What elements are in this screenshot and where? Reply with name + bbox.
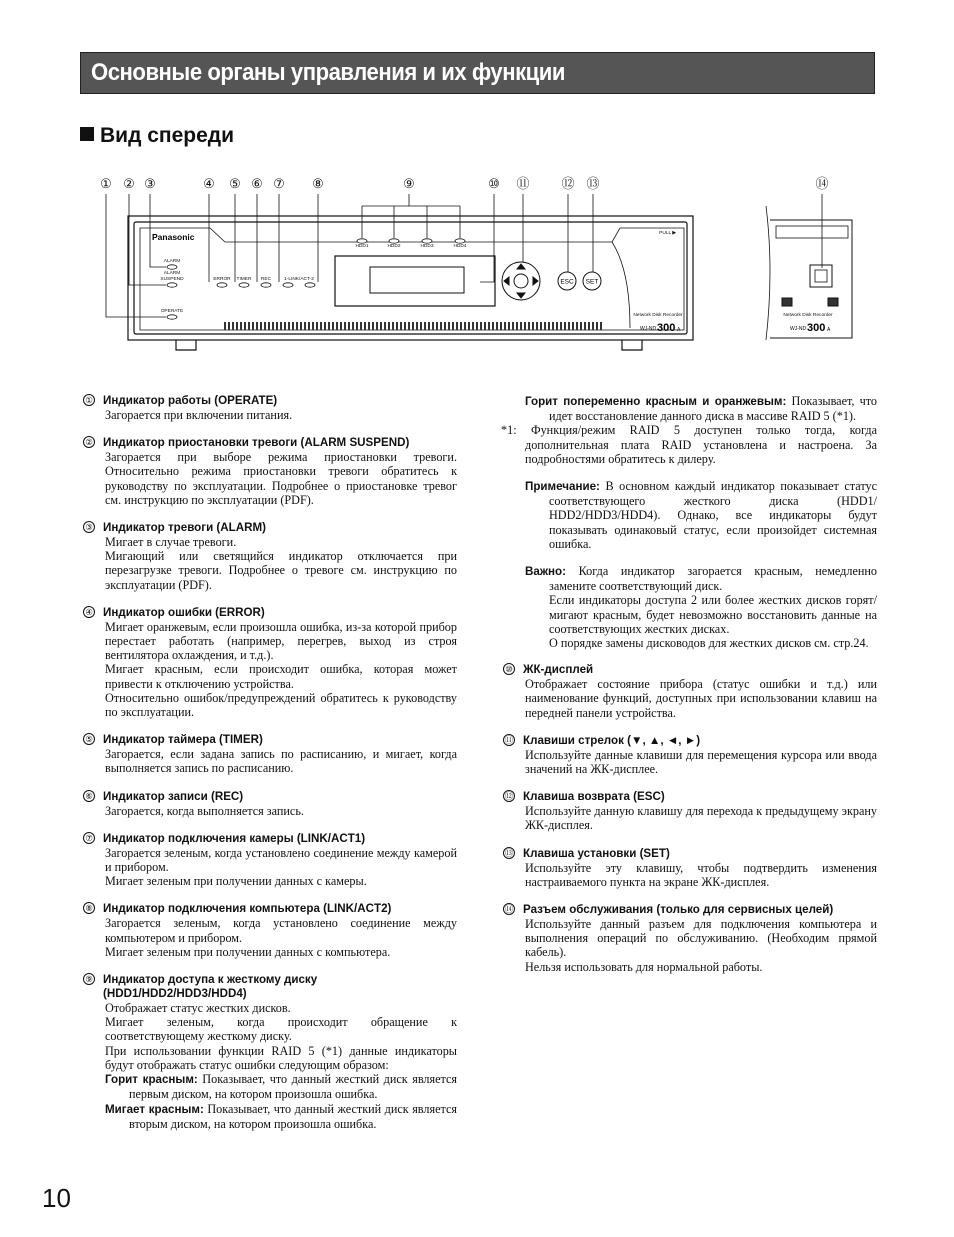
callout-12: ⑫ [561,176,575,191]
callout-9: ⑨ [403,176,415,191]
right-column [503,394,877,988]
item-heading: Индикатор доступа к жесткому диску [103,973,318,987]
list-item: ⑤ Индикатор таймера (TIMER) Загорается, если задана запись по расписанию, и мигает, когда выполняется запись по расписанию. [83,733,457,775]
bullet-square-icon [80,127,94,141]
hdd1-led [357,239,367,243]
list-item: ⑦ Индикатор подключения камеры (LINK/ACT1) Загорается зеленым, когда установлено соединение между камерой и прибором. Мигает зеленым при получении данных с камеры. [83,832,457,889]
side-model-badge [790,322,831,334]
brand-logo: Panasonic [152,232,195,242]
item-heading: Индикатор тревоги (ALARM) [103,521,267,535]
timer-label: TIMER [236,277,252,282]
callout-1: ① [100,176,112,191]
svg-text:SET: SET [585,278,599,286]
error-led [217,283,227,287]
callout-3: ③ [144,176,156,191]
svg-text:WJ-ND: WJ-ND [790,326,807,332]
alarm-label: ALARM [163,259,181,264]
alarm-suspend-label-1: ALARM [163,271,181,276]
callout-8: ⑧ [312,176,324,191]
item-heading: Индикатор таймера (TIMER) [103,733,263,747]
item-heading: Индикатор подключения компьютера (LINK/ACT2) [103,902,392,916]
list-item-hdd: ⑨ Индикатор доступа к жесткому диску (HDD1/HDD2/HDD3/HDD4) Отображает статус жестких дисков. Мигает зеленым, когда происходит обращение к соответствующему жесткому диску. При использовании функции RAID 5 (*1) данные индикаторы будут отображать статус ошибки следующим образом: Горит красным: Показывает, что данный жесткий диск является первым диском, на котором произошла ошибка. Мигает красным: Показывает, что данный жесткий диск является вторым диском, на котором произошла ошибка. [83,973,457,1131]
callout-13: ⑬ [586,176,600,191]
item-heading: Клавиша установки (SET) [523,846,670,860]
side-recorder-label: Network Disk Recorder [783,313,833,318]
important-2: Если индикаторы доступа 2 или более жестких дисков горят/мигают красным, будет невозможно восстановить данные на соответствующих жестких дисках. [549,593,877,636]
item-heading: Клавиши стрелок (▼, ▲, ◄, ►) [523,733,701,747]
link-label: 1-LINK/ACT-2 [284,277,314,282]
alternating-status: Горит попеременно красным и оранжевым: Показывает, что идет восстановление данного диска в массиве RAID 5 (*1). [525,394,878,424]
hdd4-label: HDD4 [453,244,467,249]
callout-10: ⑩ [488,176,500,191]
rec-label: REC [260,277,272,282]
item-heading: Индикатор приостановки тревоги (ALARM SUSPEND) [103,436,410,450]
blink-status: Мигает красным: Показывает, что данный жесткий диск является вторым диском, на котором произошла ошибка. [105,1101,457,1131]
footnote: *1: Функция/режим RAID 5 доступен только тогда, когда дополнительная плата RAID установлена и настроена. За подробностями обратитесь к дилеру. [501,423,877,466]
list-item: ② Индикатор приостановки тревоги (ALARM SUSPEND) Загорается при выборе режима приостановки тревоги. Относительно режима приостановки тревоги обратитесь к руководству по эксплуатации. Подробнее о приостановке тревог см. инструкцию по эксплуатации (PDF). [83,436,457,507]
callout-11: ⑪ [516,176,530,191]
list-item: ⑩ ЖК-дисплей Отображает состояние прибора (статус ошибки и т.д.) или наименование функций, доступных при использовании клавиш на передней панели устройства. [503,663,877,720]
hdd2-label: HDD2 [387,244,401,249]
note: Примечание: В основном каждый индикатор показывает статус соответствующего жесткого диска (HDD1/ HDD2/HDD3/HDD4). Однако, все индикаторы будут показывать одинаковый статус, если произойдет системная ошибка. [525,479,878,551]
item-heading: Индикатор записи (REC) [103,789,244,803]
list-item: ⑫ Клавиша возврата (ESC) Используйте данную клавишу для перехода к предыдущему экрану ЖК-дисплея. [504,790,877,833]
section-title: Вид спереди [100,124,235,147]
lcd-display [335,256,495,306]
side-detail [766,206,852,340]
list-item: ⑧ Индикатор подключения компьютера (LINK/ACT2) Загорается зеленым, когда установлено соединение между компьютером и прибором. Мигает зеленым при получении данных с компьютера. [83,902,457,959]
item-heading: Разъем обслуживания (только для сервисных целей) [523,903,834,917]
recorder-label: Network Disk Recorder [633,313,683,318]
svg-text:A: A [827,327,831,333]
callout-7: ⑦ [273,176,285,191]
hdd4-led [455,239,465,243]
left-column [83,394,457,1145]
svg-text:WJ-ND: WJ-ND [640,326,657,332]
red-status: Горит красным: Показывает, что данный жесткий диск является первым диском, на котором произошла ошибка. [105,1072,458,1102]
page-number: 10 [42,1183,71,1213]
important: Важно: Когда индикатор загорается красным, немедленно замените соответствующий диск. [525,564,878,594]
svg-text:ESC: ESC [560,278,574,286]
operate-led [167,315,177,319]
item-heading-2: (HDD1/HDD2/HDD3/HDD4) [103,987,247,1001]
important-3: О порядке замены дисководов для жестких дисков см. стр.24. [549,636,869,651]
callout-4: ④ [203,176,215,191]
rec-led [261,283,271,287]
link1-led [283,283,293,287]
callout-2: ② [123,176,135,191]
alarm-suspend-led [167,283,177,287]
callout-6: ⑥ [251,176,263,191]
svg-text:A: A [677,327,681,333]
item-heading: Индикатор ошибки (ERROR) [103,605,265,619]
svg-text:300: 300 [657,322,676,334]
title-bar [80,52,875,94]
alarm-led [167,265,177,269]
item-heading: Индикатор подключения камеры (LINK/ACT1) [103,831,366,845]
timer-led [239,283,249,287]
model-badge [640,322,681,334]
alarm-suspend-label-2: SUSPEND [160,277,184,282]
list-item: ① Индикатор работы (OPERATE) Загорается при включении питания. [83,394,457,422]
vent-grille [222,322,602,330]
front-panel-figure [0,170,954,370]
hdd3-label: HDD3 [420,244,434,249]
callout-14: ⑭ [815,176,829,191]
callout-5: ⑤ [229,176,241,191]
esc-key[interactable] [558,272,576,290]
link2-led [305,283,315,287]
set-key[interactable] [583,272,601,290]
item-heading: Клавиша возврата (ESC) [523,790,665,804]
led-indicators [167,239,465,319]
page-title: Основные органы управления и их функции [91,59,566,86]
list-item: ⑥ Индикатор записи (REC) Загорается, когда выполняется запись. [83,790,457,818]
callout-numbers [100,176,828,191]
hdd2-led [389,239,399,243]
pull-label: PULL ▶ [659,231,676,236]
list-item: ⑬ Клавиша установки (SET) Используйте эту клавишу, чтобы подтвердить изменения настраиваемого пункта на экране ЖК-дисплея. [504,846,877,889]
operate-label: OPERATE [160,309,184,314]
item-heading: Индикатор работы (OPERATE) [103,394,278,407]
hdd1-label: HDD1 [355,244,369,249]
item-heading: ЖК-дисплей [523,663,594,677]
svg-text:300: 300 [807,322,826,334]
hdd3-led [422,239,432,243]
list-item: ③ Индикатор тревоги (ALARM) Мигает в случае тревоги. Мигающий или светящийся индикатор отключается при перезагрузке тревоги. Подробнее о тревоге см. инструкцию по эксплуатации (PDF). [83,521,457,592]
list-item: ⑭ Разъем обслуживания (только для сервисных целей) Используйте данный разъем для подключения компьютера и выполнения операций по обслуживанию. (Необходим прямой кабель). Нельзя использовать для нормальной работы. [504,903,877,974]
section-heading [80,124,234,148]
error-label: ERROR [213,277,231,282]
list-item: ④ Индикатор ошибки (ERROR) Мигает оранжевым, если произошла ошибка, из-за которой прибор перестает работать (например, перегрев, выход из строя вентилятора охлаждения, и т.д.). Мигает красным, если происходит ошибка, которая может привести к отключению устройства. Относительно ошибок/предупреждений обратитесь к руководству по эксплуатации. [83,606,457,719]
list-item: ⑪ Клавиши стрелок (▼, ▲, ◄, ►) Используйте данные клавиши для перемещения курсора или ввода значений на ЖК-дисплее. [504,733,877,777]
arrow-keys [502,262,540,300]
